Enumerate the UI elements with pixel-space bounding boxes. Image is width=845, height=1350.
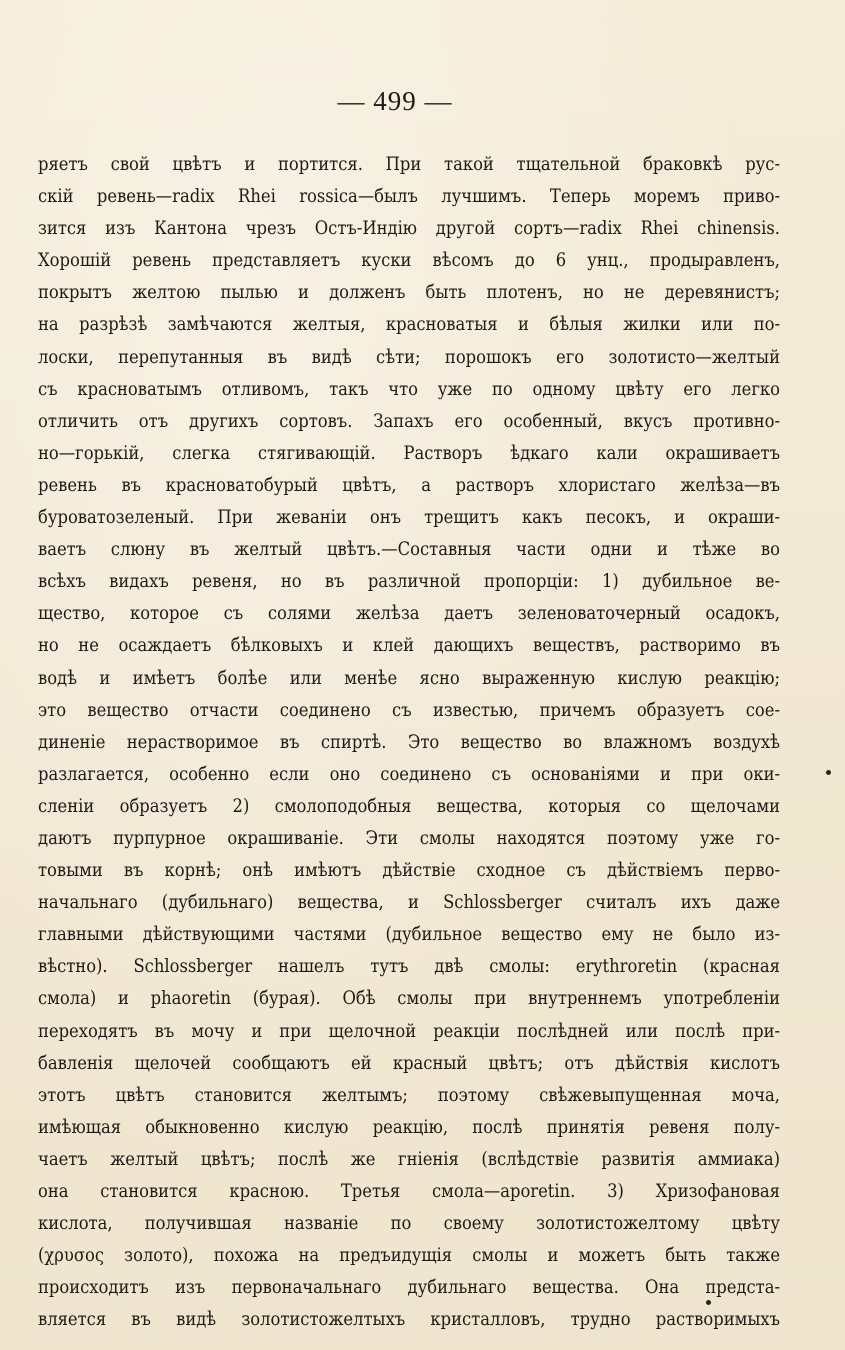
text-line: водѣ и имѣетъ болѣе или менѣе ясно выраженную кислую реакцію; [38,667,780,689]
text-line: но—горькій, слегка стягивающій. Растворъ ѣдкаго кали окрашиваетъ [38,442,780,464]
text-line: кислота, получившая названіе по своему золотистожелтому цвѣту [38,1213,780,1235]
ink-speck [826,770,831,775]
text-line: главными дѣйствующими частями (дубильное вещество ему не было из- [38,924,780,946]
text-line: чаетъ желтый цвѣтъ; послѣ же гніенія (вслѣдствіе развитія аммиака) [38,1148,780,1170]
text-line: переходятъ въ мочу и при щелочной реакціи послѣдней или послѣ при- [38,1020,780,1042]
text-line: диненіе нерастворимое въ спиртѣ. Это вещество во влажномъ воздухѣ [38,731,780,753]
text-line: сленіи образуетъ 2) смолоподобныя вещества, которыя со щелочами [38,795,780,817]
text-line: на разрѣзѣ замѣчаются желтыя, красноватыя и бѣлыя жилки или по- [38,314,780,336]
text-line: покрытъ желтою пылью и долженъ быть плотенъ, но не деревянистъ; [38,282,780,304]
text-line: но не осаждаетъ бѣлковыхъ и клей дающихъ веществъ, растворимо въ [38,635,780,657]
ink-speck [706,1300,711,1305]
text-line: ряетъ свой цвѣтъ и портится. При такой тщательной браковкѣ рус- [38,154,780,175]
text-line: съ красноватымъ отливомъ, такъ что уже по одному цвѣту его легко [38,378,780,400]
text-line: отличить отъ другихъ сортовъ. Запахъ его особенный, вкусъ противно- [38,410,780,432]
text-line: товыми въ корнѣ; онѣ имѣютъ дѣйствіе сходное съ дѣйствіемъ перво- [38,860,780,882]
text-line: разлагается, особенно если оно соединено съ основаніями и при оки- [38,763,780,785]
text-line: вѣстно). Schlossberger нашелъ тутъ двѣ смолы: erythroretin (красная [38,956,780,978]
text-line: щество, которое съ солями желѣза даетъ зеленоваточерный осадокъ, [38,603,780,625]
text-line: (χρυσος золото), похожа на предъидущія смолы и можетъ быть также [38,1245,780,1267]
text-line: начальнаго (дубильнаго) вещества, и Schlossberger считалъ ихъ даже [38,892,780,914]
text-line: скій ревень—radix Rhei rossica—былъ лучшимъ. Теперь моремъ приво- [38,186,780,208]
text-line: она становится красною. Третья смола—aporetin. 3) Хризофановая [38,1181,780,1202]
text-line: всѣхъ видахъ ревеня, но въ различной пропорціи: 1) дубильное ве- [38,571,780,593]
text-line: лоски, перепутанныя въ видѣ сѣти; порошокъ его золотисто—желтый [38,346,780,368]
text-line: зится изъ Кантона чрезъ Остъ-Индію другой сортъ—radix Rhei chinensis. [38,218,780,240]
text-line: это вещество отчасти соединено съ известью, причемъ образуетъ сое- [38,699,780,721]
text-line: буроватозеленый. При жеваніи онъ трещитъ какъ песокъ, и окраши- [38,507,780,529]
text-line: ваетъ слюну въ желтый цвѣтъ.—Составныя части одни и тѣже во [38,539,780,561]
text-line: бавленія щелочей сообщаютъ ей красный цвѣтъ; отъ дѣйствія кислотъ [38,1052,780,1074]
text-line: вляется въ видѣ золотистожелтыхъ кристалловъ, трудно растворимыхъ [38,1309,780,1331]
text-line: имѣющая обыкновенно кислую реакцію, послѣ принятія ревеня полу- [38,1116,780,1138]
text-line: смола) и phaoretin (бурая). Обѣ смолы при внутреннемъ употребленіи [38,988,780,1010]
page-number: — 499 — [337,86,453,116]
text-line: ревень въ красноватобурый цвѣтъ, а растворъ хлористаго желѣза—въ [38,474,780,496]
text-line: этотъ цвѣтъ становится желтымъ; поэтому свѣжевыпущенная моча, [38,1084,780,1106]
text-line: даютъ пурпурное окрашиваніе. Эти смолы находятся поэтому уже го- [38,827,780,849]
text-line: Хорошій ревень представляетъ куски вѣсомъ до 6 унц., продыравленъ, [38,250,780,272]
text-line: происходитъ изъ первоначальнаго дубильнаго вещества. Она предста- [38,1277,780,1299]
body-text [38,149,780,1336]
